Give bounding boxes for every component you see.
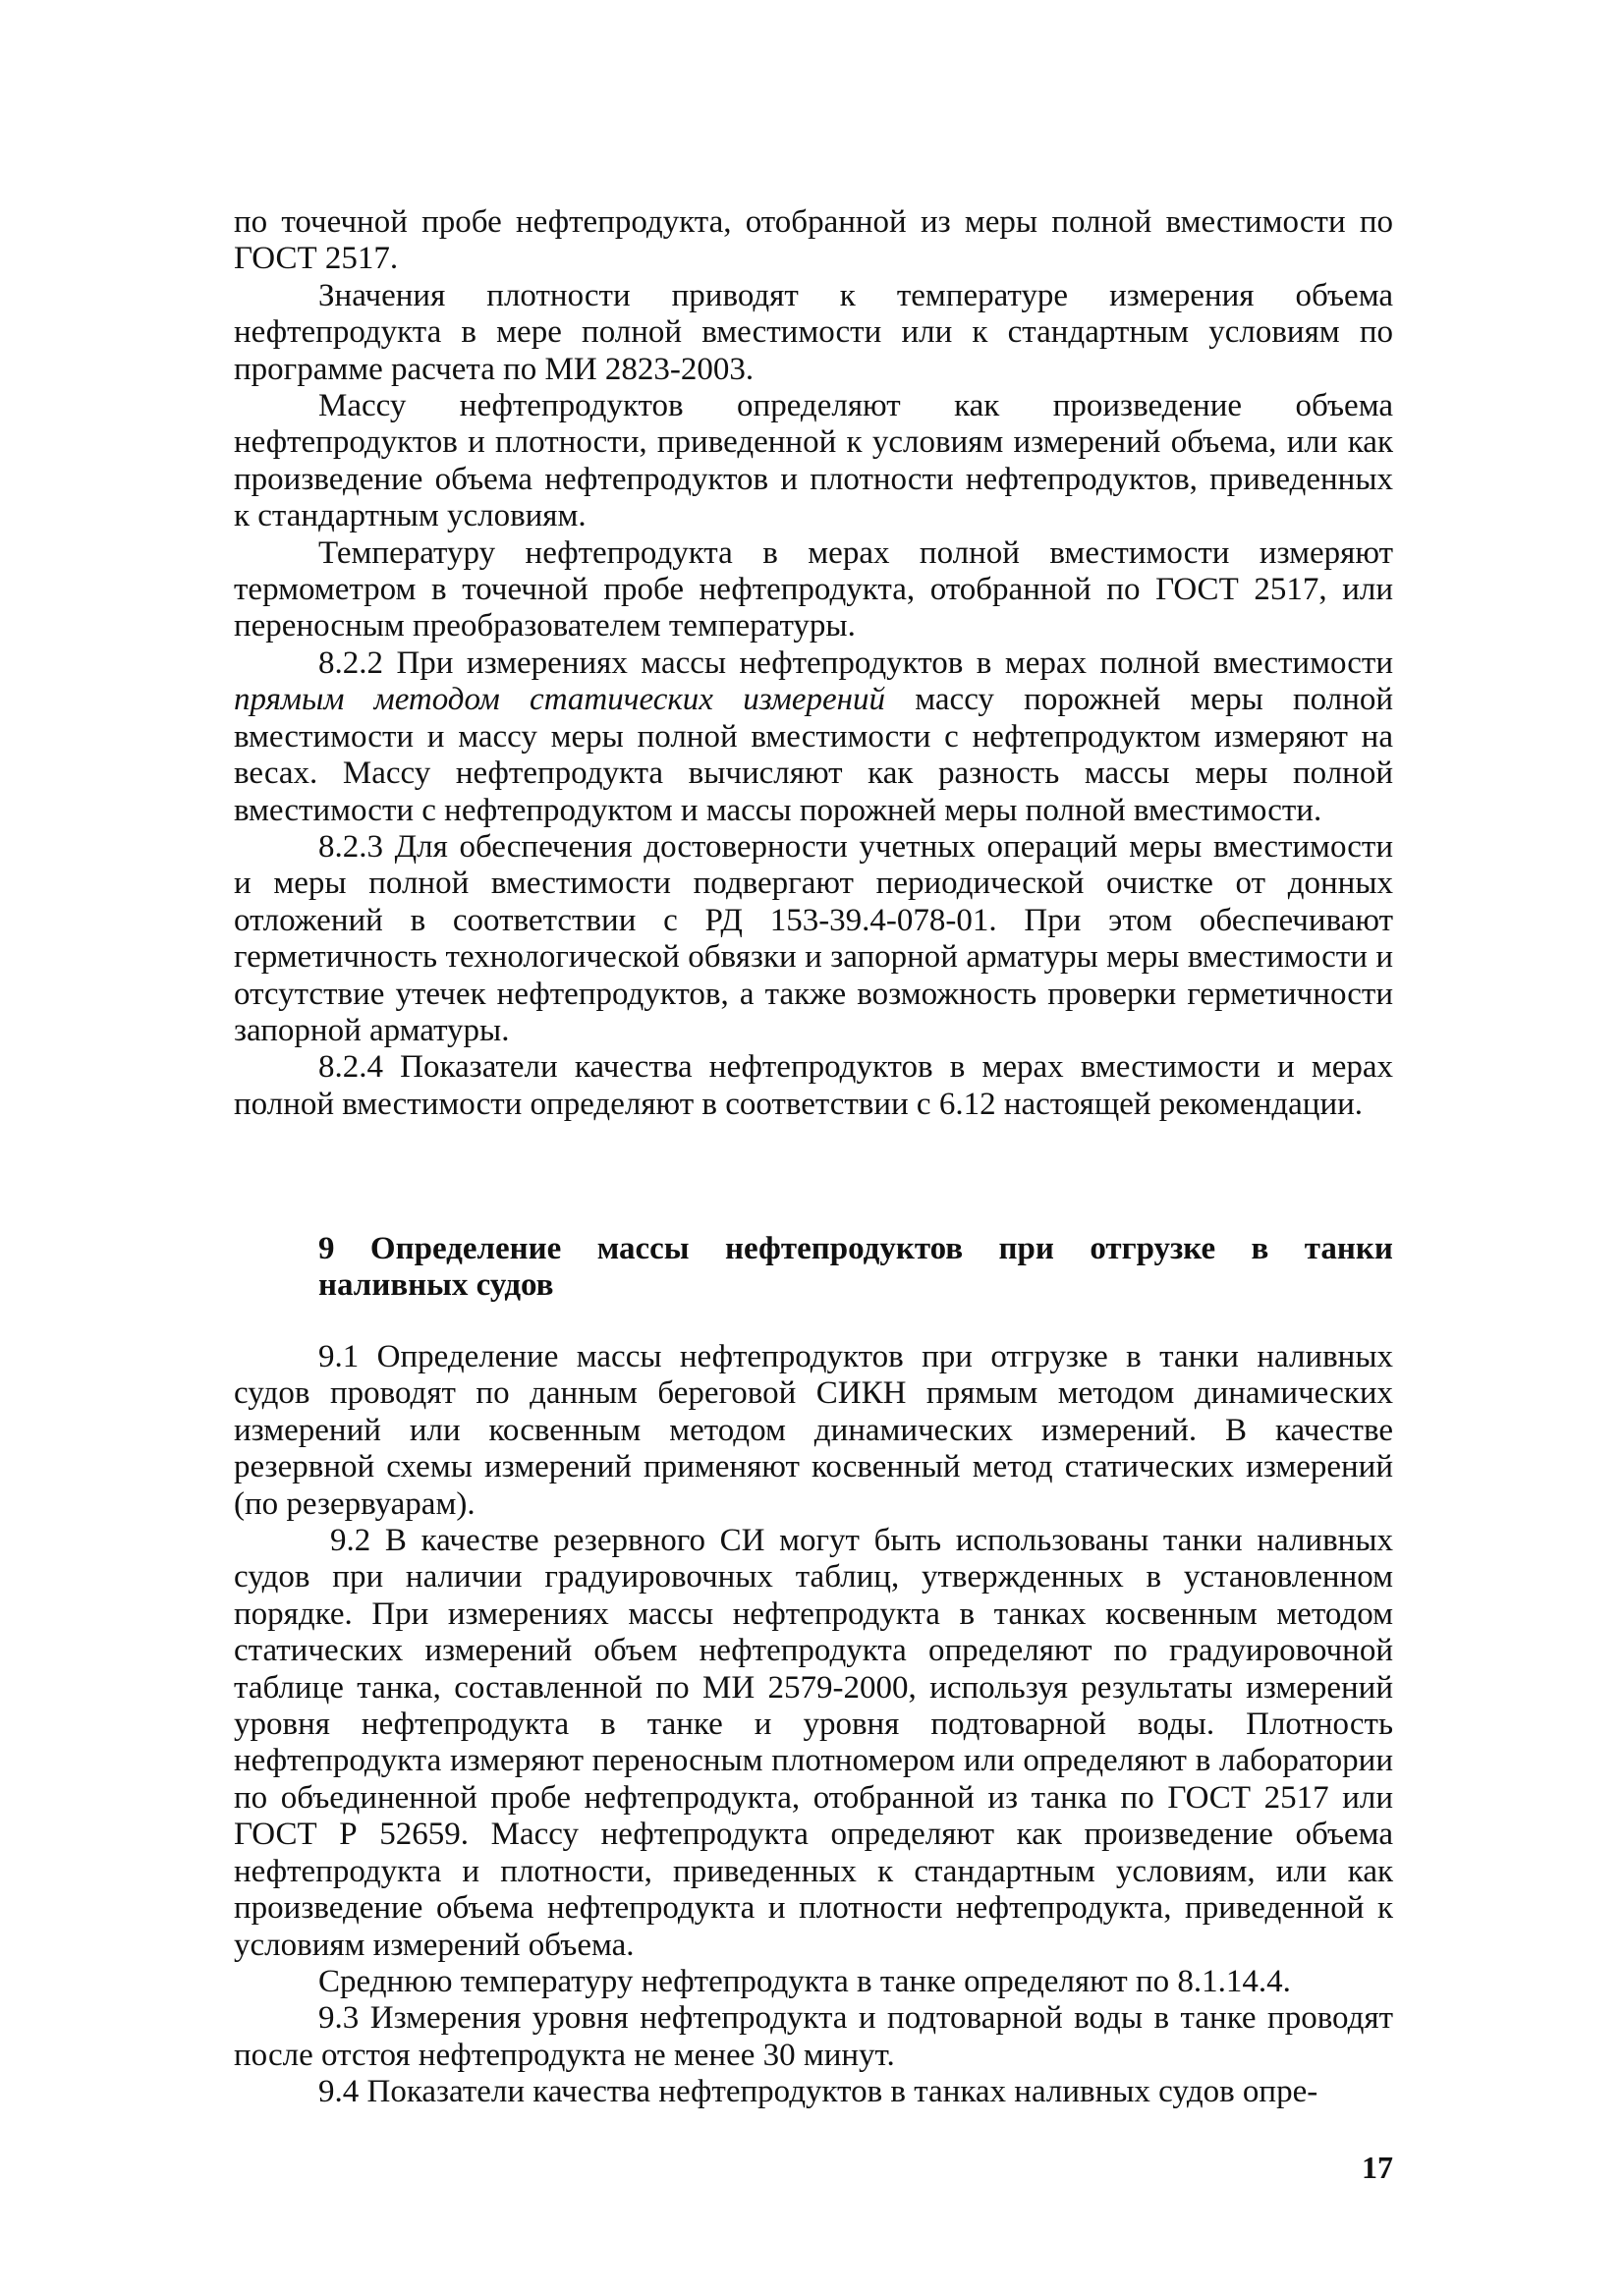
heading-word: отгрузке [1090,1231,1216,1266]
section-9-text [234,1339,1393,2111]
paragraph-8-2-2 [234,645,1393,829]
heading-word: массы [596,1231,690,1266]
heading-word: нефтепродуктов [724,1231,964,1266]
italic-term: прямым методом статических измерений [234,682,885,718]
paragraph-text: массу порожней меры полной вместимости и массу меры полной вместимости с нефтепродуктом измеряют на весах. Массу нефтепродукта вычисляют как разность массы меры полной вместимости с нефтепродуктом и массы порожней меры полной вместимости. [234,682,1394,828]
paragraph: 9.2 В качестве резервного СИ могут быть использованы танки наливных судов при наличии градуировочных таблиц, утвержденных в установленном порядке. При измерениях массы нефтепродукта в танках косвенным методом статических измерений объем нефтепродукта определяют по градуировочной таблице танка, составленной по МИ 2579-2000, используя результаты измерений уровня нефтепродукта в танке и уровня подтоварной воды. Плотность нефтепродукта измеряют переносным плотномером или определяют в лаборатории по объединенной пробе нефтепродукта, отобранной из танка по ГОСТ 2517 или ГОСТ Р 52659. Массу нефтепродукта определяют как произведение объема нефтепродукта и плотности, приведенных к стандартным условиям, или как произведение объема нефтепродукта и плотности нефтепродукта, приведенной к условиям измерений объема. [234,1523,1393,1963]
section-9-heading [318,1231,1393,1304]
paragraph: 8.2.3 Для обеспечения достоверности учетных операций меры вместимости и меры полной вместимости подвергают периодической очистке от донных отложений в соответствии с РД 153-39.4-078-01. При этом обеспечивают герметичность технологической обвязки и запорной арматуры меры вместимости и отсутствие утечек нефтепродуктов, а также возможность проверки герметичности запорной арматуры. [234,828,1393,1048]
paragraph: 9.1 Определение массы нефтепродуктов при отгрузке в танки наливных судов проводят по данным береговой СИКН прямым методом динамических измерений или косвенным методом динамических измерений. В качестве резервной схемы измерений применяют косвенный метод статических измерений (по резервуарам). [234,1339,1393,1522]
heading-line: наливных судов [318,1267,554,1303]
paragraph: 9.3 Измерения уровня нефтепродукта и подтоварной воды в танке проводят после отстоя нефтепродукта не менее 30 минут. [234,2000,1393,2073]
heading-word: 9 [318,1231,335,1266]
paragraph: Значения плотности приводят к температуре измерения объема нефтепродукта в мере полной вместимости или к стандартным условиям по программе расчета по МИ 2823-2003. [234,277,1393,387]
heading-word: Определение [369,1231,562,1266]
paragraph-text: 8.2.2 При измерениях массы нефтепродуктов в мерах полной вместимости [318,644,1393,681]
paragraph: 8.2.4 Показатели качества нефтепродуктов в мерах вместимости и мерах полной вместимости определяют в соответствии с 6.12 настоящей рекомендации. [234,1049,1393,1122]
section-8-text [234,204,1393,1123]
paragraph: 9.4 Показатели качества нефтепродуктов в танках наливных судов опре- [318,2074,1318,2110]
page-number: 17 [1362,2150,1393,2185]
paragraph: Среднюю температуру нефтепродукта в танке определяют по 8.1.14.4. [318,1963,1291,1999]
paragraph: по точечной пробе нефтепродукта, отобранной из меры полной вместимости по ГОСТ 2517. [234,204,1393,277]
paragraph: Температуру нефтепродукта в мерах полной вместимости измеряют термометром в точечной пробе нефтепродукта, отобранной по ГОСТ 2517, или переносным преобразователем температуры. [234,534,1393,644]
heading-word: в [1251,1231,1269,1266]
paragraph: Массу нефтепродуктов определяют как произведение объема нефтепродуктов и плотности, приведенной к условиям измерений объема, или как произведение объема нефтепродуктов и плотности нефтепродуктов, приведенных к стандартным условиям. [234,388,1393,534]
heading-word: танки [1304,1231,1393,1266]
heading-line [318,1231,1393,1267]
heading-word: при [998,1231,1054,1266]
